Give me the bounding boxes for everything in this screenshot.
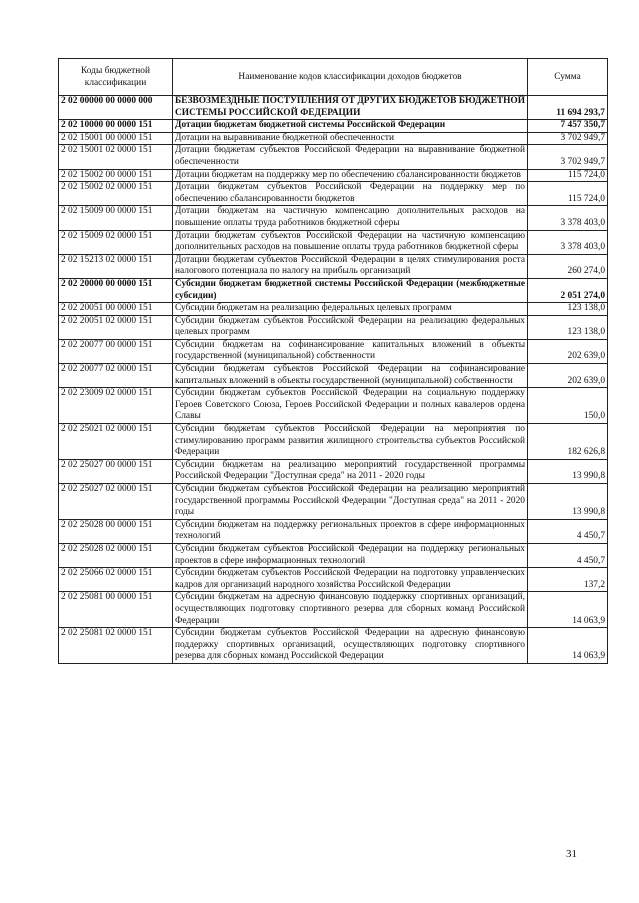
page-number: 31 xyxy=(566,848,577,860)
code-cell: 2 02 25028 02 0000 151 xyxy=(59,543,173,567)
name-cell: Субсидии бюджетам на адресную финансовую поддержку спортивных организаций, осуществляющих подготовку спортивного резерва для сборных команд Российской Федерации xyxy=(173,592,528,628)
table-row xyxy=(59,484,608,520)
table-row xyxy=(59,303,608,316)
sum-cell: 2 051 274,0 xyxy=(528,278,608,302)
table-row xyxy=(59,388,608,424)
table-body xyxy=(59,96,608,664)
name-cell: Субсидии бюджетам субъектов Российской Федерации на софинансирование капитальных вложений в объекты государственной (муниципальной) собственности xyxy=(173,364,528,388)
code-cell: 2 02 15002 00 0000 151 xyxy=(59,169,173,182)
name-cell: Субсидии бюджетам бюджетной системы Российской Федерации (межбюджетные субсидии) xyxy=(173,278,528,302)
table-row xyxy=(59,459,608,483)
sum-cell: 202 639,0 xyxy=(528,364,608,388)
table-row xyxy=(59,519,608,543)
header-code: Коды бюджетной классификации xyxy=(59,59,173,96)
code-cell: 2 02 25027 02 0000 151 xyxy=(59,484,173,520)
code-cell: 2 02 20051 00 0000 151 xyxy=(59,303,173,316)
code-cell: 2 02 20077 02 0000 151 xyxy=(59,364,173,388)
code-cell: 2 02 15001 00 0000 151 xyxy=(59,132,173,145)
table-row xyxy=(59,230,608,254)
table-row xyxy=(59,278,608,302)
code-cell: 2 02 25028 00 0000 151 xyxy=(59,519,173,543)
table-row xyxy=(59,592,608,628)
table-row xyxy=(59,424,608,460)
name-cell: Дотации бюджетам на частичную компенсацию дополнительных расходов на повышение оплаты труда работников бюджетной сферы xyxy=(173,206,528,230)
name-cell: Дотации бюджетам субъектов Российской Федерации в целях стимулирования роста налогового потенциала по налогу на прибыль организаций xyxy=(173,254,528,278)
table-row xyxy=(59,169,608,182)
table-row xyxy=(59,543,608,567)
sum-cell: 123 138,0 xyxy=(528,315,608,339)
table-row xyxy=(59,120,608,133)
sum-cell: 7 457 350,7 xyxy=(528,120,608,133)
sum-cell: 115 724,0 xyxy=(528,182,608,206)
code-cell: 2 02 25027 00 0000 151 xyxy=(59,459,173,483)
sum-cell: 3 378 403,0 xyxy=(528,230,608,254)
name-cell: Дотации бюджетам субъектов Российской Федерации на поддержку мер по обеспечению сбалансированности бюджетов xyxy=(173,182,528,206)
code-cell: 2 02 23009 02 0000 151 xyxy=(59,388,173,424)
sum-cell: 3 378 403,0 xyxy=(528,206,608,230)
name-cell: БЕЗВОЗМЕЗДНЫЕ ПОСТУПЛЕНИЯ ОТ ДРУГИХ БЮДЖЕТОВ БЮДЖЕТНОЙ СИСТЕМЫ РОССИЙСКОЙ ФЕДЕРАЦИИ xyxy=(173,96,528,120)
revenue-codes-table xyxy=(58,58,608,664)
code-cell: 2 02 25021 02 0000 151 xyxy=(59,424,173,460)
sum-cell: 115 724,0 xyxy=(528,169,608,182)
code-cell: 2 02 15009 02 0000 151 xyxy=(59,230,173,254)
table-row xyxy=(59,96,608,120)
header-sum: Сумма xyxy=(528,59,608,96)
code-cell: 2 02 20000 00 0000 151 xyxy=(59,278,173,302)
sum-cell: 182 626,8 xyxy=(528,424,608,460)
header-name: Наименование кодов классификации доходов бюджетов xyxy=(173,59,528,96)
table-row xyxy=(59,315,608,339)
sum-cell: 13 990,8 xyxy=(528,459,608,483)
table-row xyxy=(59,339,608,363)
name-cell: Дотации бюджетам на поддержку мер по обеспечению сбалансированности бюджетов xyxy=(173,169,528,182)
code-cell: 2 02 15009 00 0000 151 xyxy=(59,206,173,230)
name-cell: Субсидии бюджетам на софинансирование капитальных вложений в объекты государственной (муниципальной) собственности xyxy=(173,339,528,363)
sum-cell: 13 990,8 xyxy=(528,484,608,520)
name-cell: Дотации на выравнивание бюджетной обеспеченности xyxy=(173,132,528,145)
table-row xyxy=(59,132,608,145)
sum-cell: 260 274,0 xyxy=(528,254,608,278)
code-cell: 2 02 10000 00 0000 151 xyxy=(59,120,173,133)
sum-cell: 3 702 949,7 xyxy=(528,145,608,169)
table-row xyxy=(59,182,608,206)
code-cell: 2 02 00000 00 0000 000 xyxy=(59,96,173,120)
sum-cell: 4 450,7 xyxy=(528,519,608,543)
sum-cell: 202 639,0 xyxy=(528,339,608,363)
name-cell: Дотации бюджетам субъектов Российской Федерации на частичную компенсацию дополнительных расходов на повышение оплаты труда работников бюджетной сферы xyxy=(173,230,528,254)
name-cell: Субсидии бюджетам на реализацию мероприятий государственной программы Российской Федерации "Доступная среда" на 2011 - 2020 годы xyxy=(173,459,528,483)
code-cell: 2 02 20051 02 0000 151 xyxy=(59,315,173,339)
name-cell: Субсидии бюджетам субъектов Российской Федерации на адресную финансовую поддержку спортивных организаций, осуществляющих подготовку спортивного резерва для сборных команд Российской Федерации xyxy=(173,628,528,664)
name-cell: Дотации бюджетам субъектов Российской Федерации на выравнивание бюджетной обеспеченности xyxy=(173,145,528,169)
table-row xyxy=(59,364,608,388)
sum-cell: 150,0 xyxy=(528,388,608,424)
name-cell: Субсидии бюджетам субъектов Российской Федерации на реализацию федеральных целевых программ xyxy=(173,315,528,339)
table-header-row xyxy=(59,59,608,96)
name-cell: Субсидии бюджетам на реализацию федеральных целевых программ xyxy=(173,303,528,316)
code-cell: 2 02 15213 02 0000 151 xyxy=(59,254,173,278)
name-cell: Субсидии бюджетам субъектов Российской Федерации на поддержку региональных проектов в сфере информационных технологий xyxy=(173,543,528,567)
name-cell: Субсидии бюджетам субъектов Российской Федерации на реализацию мероприятий государственной программы Российской Федерации "Доступная среда" на 2011 - 2020 годы xyxy=(173,484,528,520)
table-row xyxy=(59,254,608,278)
code-cell: 2 02 15002 02 0000 151 xyxy=(59,182,173,206)
name-cell: Субсидии бюджетам субъектов Российской Федерации на подготовку управленческих кадров для организаций народного хозяйства Российской Федерации xyxy=(173,568,528,592)
code-cell: 2 02 15001 02 0000 151 xyxy=(59,145,173,169)
code-cell: 2 02 25081 00 0000 151 xyxy=(59,592,173,628)
table-row xyxy=(59,628,608,664)
table-row xyxy=(59,145,608,169)
table-row xyxy=(59,568,608,592)
sum-cell: 14 063,9 xyxy=(528,592,608,628)
sum-cell: 137,2 xyxy=(528,568,608,592)
sum-cell: 14 063,9 xyxy=(528,628,608,664)
name-cell: Субсидии бюджетам субъектов Российской Федерации на социальную поддержку Героев Советского Союза, Героев Российской Федерации и полных кавалеров ордена Славы xyxy=(173,388,528,424)
name-cell: Дотации бюджетам бюджетной системы Российской Федерации xyxy=(173,120,528,133)
document-page xyxy=(58,58,604,664)
sum-cell: 123 138,0 xyxy=(528,303,608,316)
code-cell: 2 02 25081 02 0000 151 xyxy=(59,628,173,664)
sum-cell: 11 694 293,7 xyxy=(528,96,608,120)
name-cell: Субсидии бюджетам субъектов Российской Федерации на мероприятия по стимулированию программ развития жилищного строительства субъектов Российской Федерации xyxy=(173,424,528,460)
table-row xyxy=(59,206,608,230)
name-cell: Субсидии бюджетам на поддержку региональных проектов в сфере информационных технологий xyxy=(173,519,528,543)
sum-cell: 4 450,7 xyxy=(528,543,608,567)
sum-cell: 3 702 949,7 xyxy=(528,132,608,145)
code-cell: 2 02 25066 02 0000 151 xyxy=(59,568,173,592)
code-cell: 2 02 20077 00 0000 151 xyxy=(59,339,173,363)
